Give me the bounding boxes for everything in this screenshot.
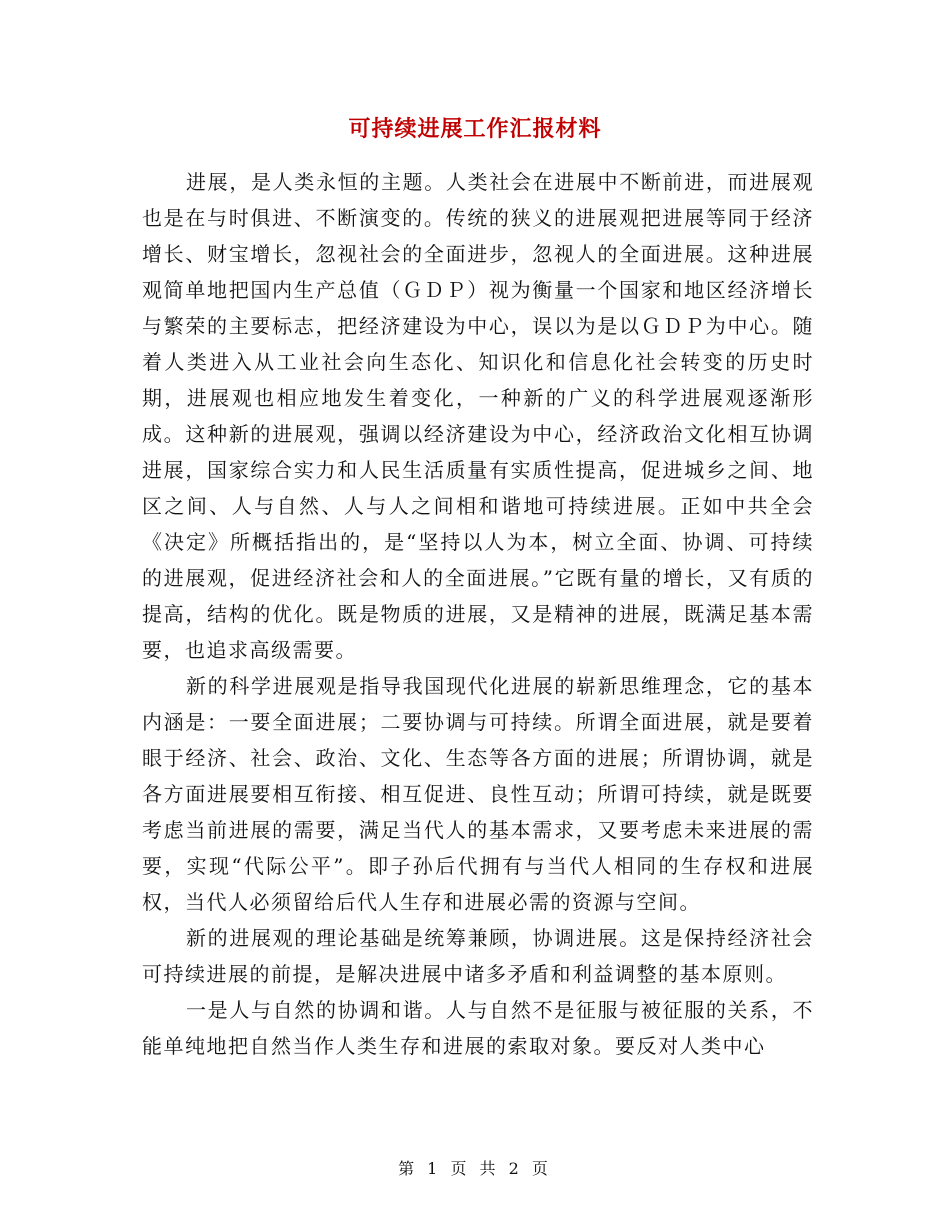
document-title: 可持续进展工作汇报材料 <box>348 116 602 142</box>
document-body <box>142 164 814 1064</box>
paragraph-4: 一是人与自然的协调和谐。人与自然不是征服与被征服的关系，不能单纯地把自然当作人类生存和进展的索取对象。要反对人类中心 <box>142 998 814 1058</box>
paragraph-2: 新的科学进展观是指导我国现代化进展的崭新思维理念，它的基本内涵是：一要全面进展；二要协调与可持续。所谓全面进展，就是要着眼于经济、社会、政治、文化、生态等各方面的进展；所谓协调，就是各方面进展要相互衔接、相互促进、良性互动；所谓可持续，就是既要考虑当前进展的需要，满足当代人的基本需求，又要考虑未来进展的需要，实现“代际公平”。即子孙后代拥有与当代人相同的生存权和进展权，当代人必须留给后代人生存和进展必需的资源与空间。 <box>142 674 814 914</box>
page-footer: 第 1 页 共 2 页 <box>398 1159 552 1178</box>
paragraph-1: 进展，是人类永恒的主题。人类社会在进展中不断前进，而进展观也是在与时俱进、不断演变的。传统的狭义的进展观把进展等同于经济增长、财宝增长，忽视社会的全面进步，忽视人的全面进展。这种进展观简单地把国内生产总值（ＧＤＰ）视为衡量一个国家和地区经济增长与繁荣的主要标志，把经济建设为中心，误以为是以ＧＤＰ为中心。随着人类进入从工业社会向生态化、知识化和信息化社会转变的历史时期，进展观也相应地发生着变化，一种新的广义的科学进展观逐渐形成。这种新的进展观，强调以经济建设为中心，经济政治文化相互协调进展，国家综合实力和人民生活质量有实质性提高，促进城乡之间、地区之间、人与自然、人与人之间相和谐地可持续进展。正如中共全会《决定》所概括指出的，是“坚持以人为本，树立全面、协调、可持续的进展观，促进经济社会和人的全面进展。”它既有量的增长，又有质的提高，结构的优化。既是物质的进展，又是精神的进展，既满足基本需要，也追求高级需要。 <box>142 170 814 662</box>
paragraph-3: 新的进展观的理论基础是统筹兼顾，协调进展。这是保持经济社会可持续进展的前提，是解决进展中诸多矛盾和利益调整的基本原则。 <box>142 926 814 986</box>
